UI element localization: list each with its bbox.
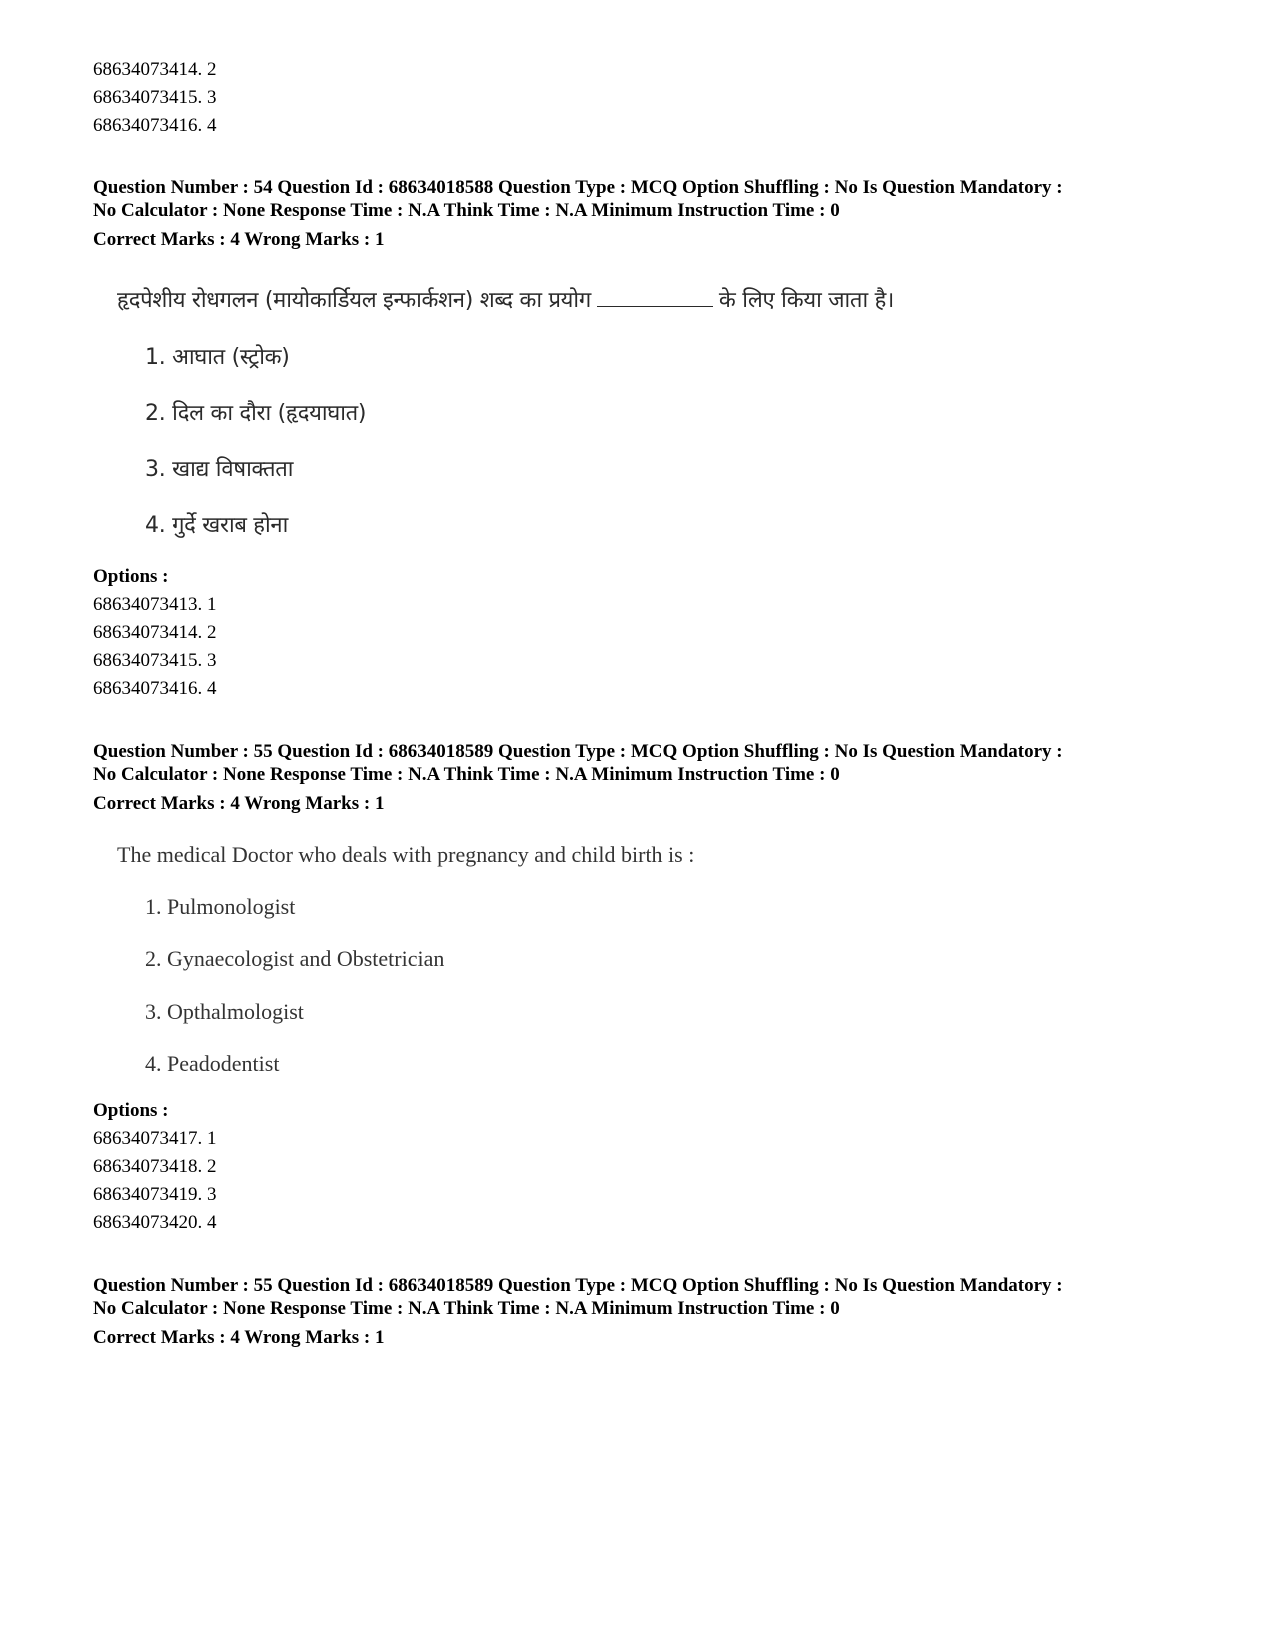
- choice-item: 2. दिल का दौरा (हृदयाघात): [145, 401, 367, 426]
- question-text: [117, 284, 894, 314]
- options-label: Options :: [93, 566, 169, 587]
- option-line: 68634073416. 4: [93, 115, 217, 136]
- question-header: Question Number : 55 Question Id : 68634018589 Question Type : MCQ Option Shuffling : No Is Question Mandatory :: [93, 741, 1063, 762]
- choice-item: 3. खाद्य विषाक्तता: [145, 457, 294, 482]
- question-header: No Calculator : None Response Time : N.A Think Time : N.A Minimum Instruction Time : 0: [93, 1298, 840, 1319]
- option-line: 68634073414. 2: [93, 59, 217, 80]
- choice-item: 4. Peadodentist: [145, 1051, 280, 1076]
- question-text: The medical Doctor who deals with pregnancy and child birth is :: [117, 842, 695, 867]
- options-label: Options :: [93, 1100, 169, 1121]
- option-line: 68634073415. 3: [93, 87, 217, 108]
- question-marks: Correct Marks : 4 Wrong Marks : 1: [93, 793, 385, 814]
- option-line: 68634073415. 3: [93, 650, 217, 671]
- choice-item: 1. Pulmonologist: [145, 894, 296, 919]
- choice-item: 3. Opthalmologist: [145, 999, 304, 1024]
- question-text-part2: के लिए किया जाता है।: [718, 288, 894, 313]
- option-line: 68634073420. 4: [93, 1212, 217, 1233]
- choice-item: 2. Gynaecologist and Obstetrician: [145, 946, 445, 971]
- choice-item: 4. गुर्दे खराब होना: [145, 513, 288, 538]
- option-line: 68634073418. 2: [93, 1156, 217, 1177]
- question-header: Question Number : 55 Question Id : 68634018589 Question Type : MCQ Option Shuffling : No Is Question Mandatory :: [93, 1275, 1063, 1296]
- option-line: 68634073416. 4: [93, 678, 217, 699]
- question-header: No Calculator : None Response Time : N.A Think Time : N.A Minimum Instruction Time : 0: [93, 200, 840, 221]
- question-header: Question Number : 54 Question Id : 68634018588 Question Type : MCQ Option Shuffling : No Is Question Mandatory :: [93, 177, 1063, 198]
- option-line: 68634073414. 2: [93, 622, 217, 643]
- question-header: No Calculator : None Response Time : N.A Think Time : N.A Minimum Instruction Time : 0: [93, 764, 840, 785]
- fill-in-blank: [597, 288, 713, 307]
- question-marks: Correct Marks : 4 Wrong Marks : 1: [93, 229, 385, 250]
- choice-item: 1. आघात (स्ट्रोक): [145, 345, 290, 370]
- option-line: 68634073419. 3: [93, 1184, 217, 1205]
- option-line: 68634073413. 1: [93, 594, 217, 615]
- option-line: 68634073417. 1: [93, 1128, 217, 1149]
- question-marks: Correct Marks : 4 Wrong Marks : 1: [93, 1327, 385, 1348]
- question-text-part1: हृदपेशीय रोधगलन (मायोकार्डियल इन्फार्कशन) शब्द का प्रयोग: [117, 288, 591, 313]
